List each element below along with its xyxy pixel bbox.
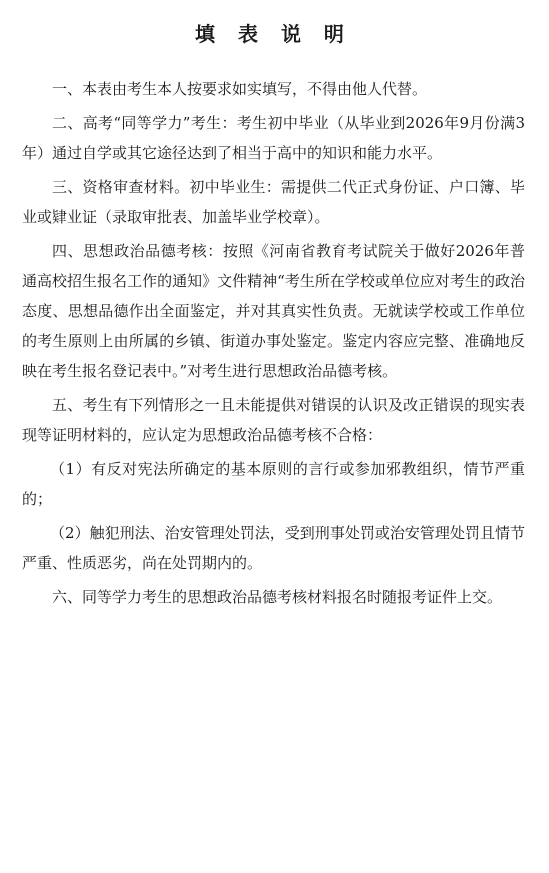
instruction-paragraph-4: 四、思想政治品德考核：按照《河南省教育考试院关于做好2026年普通高校招生报名工作的通知》文件精神“考生所在学校或单位应对考生的政治态度、思想品德作出全面鉴定，并对其真实性负责。无就读学校或工作单位的考生原则上由所属的乡镇、街道办事处鉴定。鉴定内容应完整、准确地反映在考生报名登记表中。”对考生进行思想政治品德考核。 bbox=[22, 242, 525, 380]
instruction-paragraph-5: 五、考生有下列情形之一且未能提供对错误的认识及改正错误的现实表现等证明材料的，应认定为思想政治品德考核不合格： bbox=[22, 396, 525, 444]
instruction-paragraph-1: 一、本表由考生本人按要求如实填写，不得由他人代替。 bbox=[52, 80, 428, 98]
instruction-subitem-1: （1）有反对宪法所确定的基本原则的言行或参加邪教组织，情节严重的； bbox=[22, 460, 525, 508]
instruction-paragraph-2: 二、高考“同等学力”考生：考生初中毕业（从毕业到2026年9月份满3年）通过自学或其它途径达到了相当于高中的知识和能力水平。 bbox=[22, 114, 525, 162]
instruction-paragraph-3: 三、资格审查材料。初中毕业生：需提供二代正式身份证、户口簿、毕业或肄业证（录取审批表、加盖毕业学校章）。 bbox=[22, 178, 525, 226]
instruction-paragraph-6: 六、同等学力考生的思想政治品德考核材料报名时随报考证件上交。 bbox=[52, 588, 503, 606]
page-title: 填 表 说 明 bbox=[195, 22, 352, 46]
instruction-subitem-2: （2）触犯刑法、治安管理处罚法，受到刑事处罚或治安管理处罚且情节严重、性质恶劣，尚在处罚期内的。 bbox=[22, 524, 525, 572]
